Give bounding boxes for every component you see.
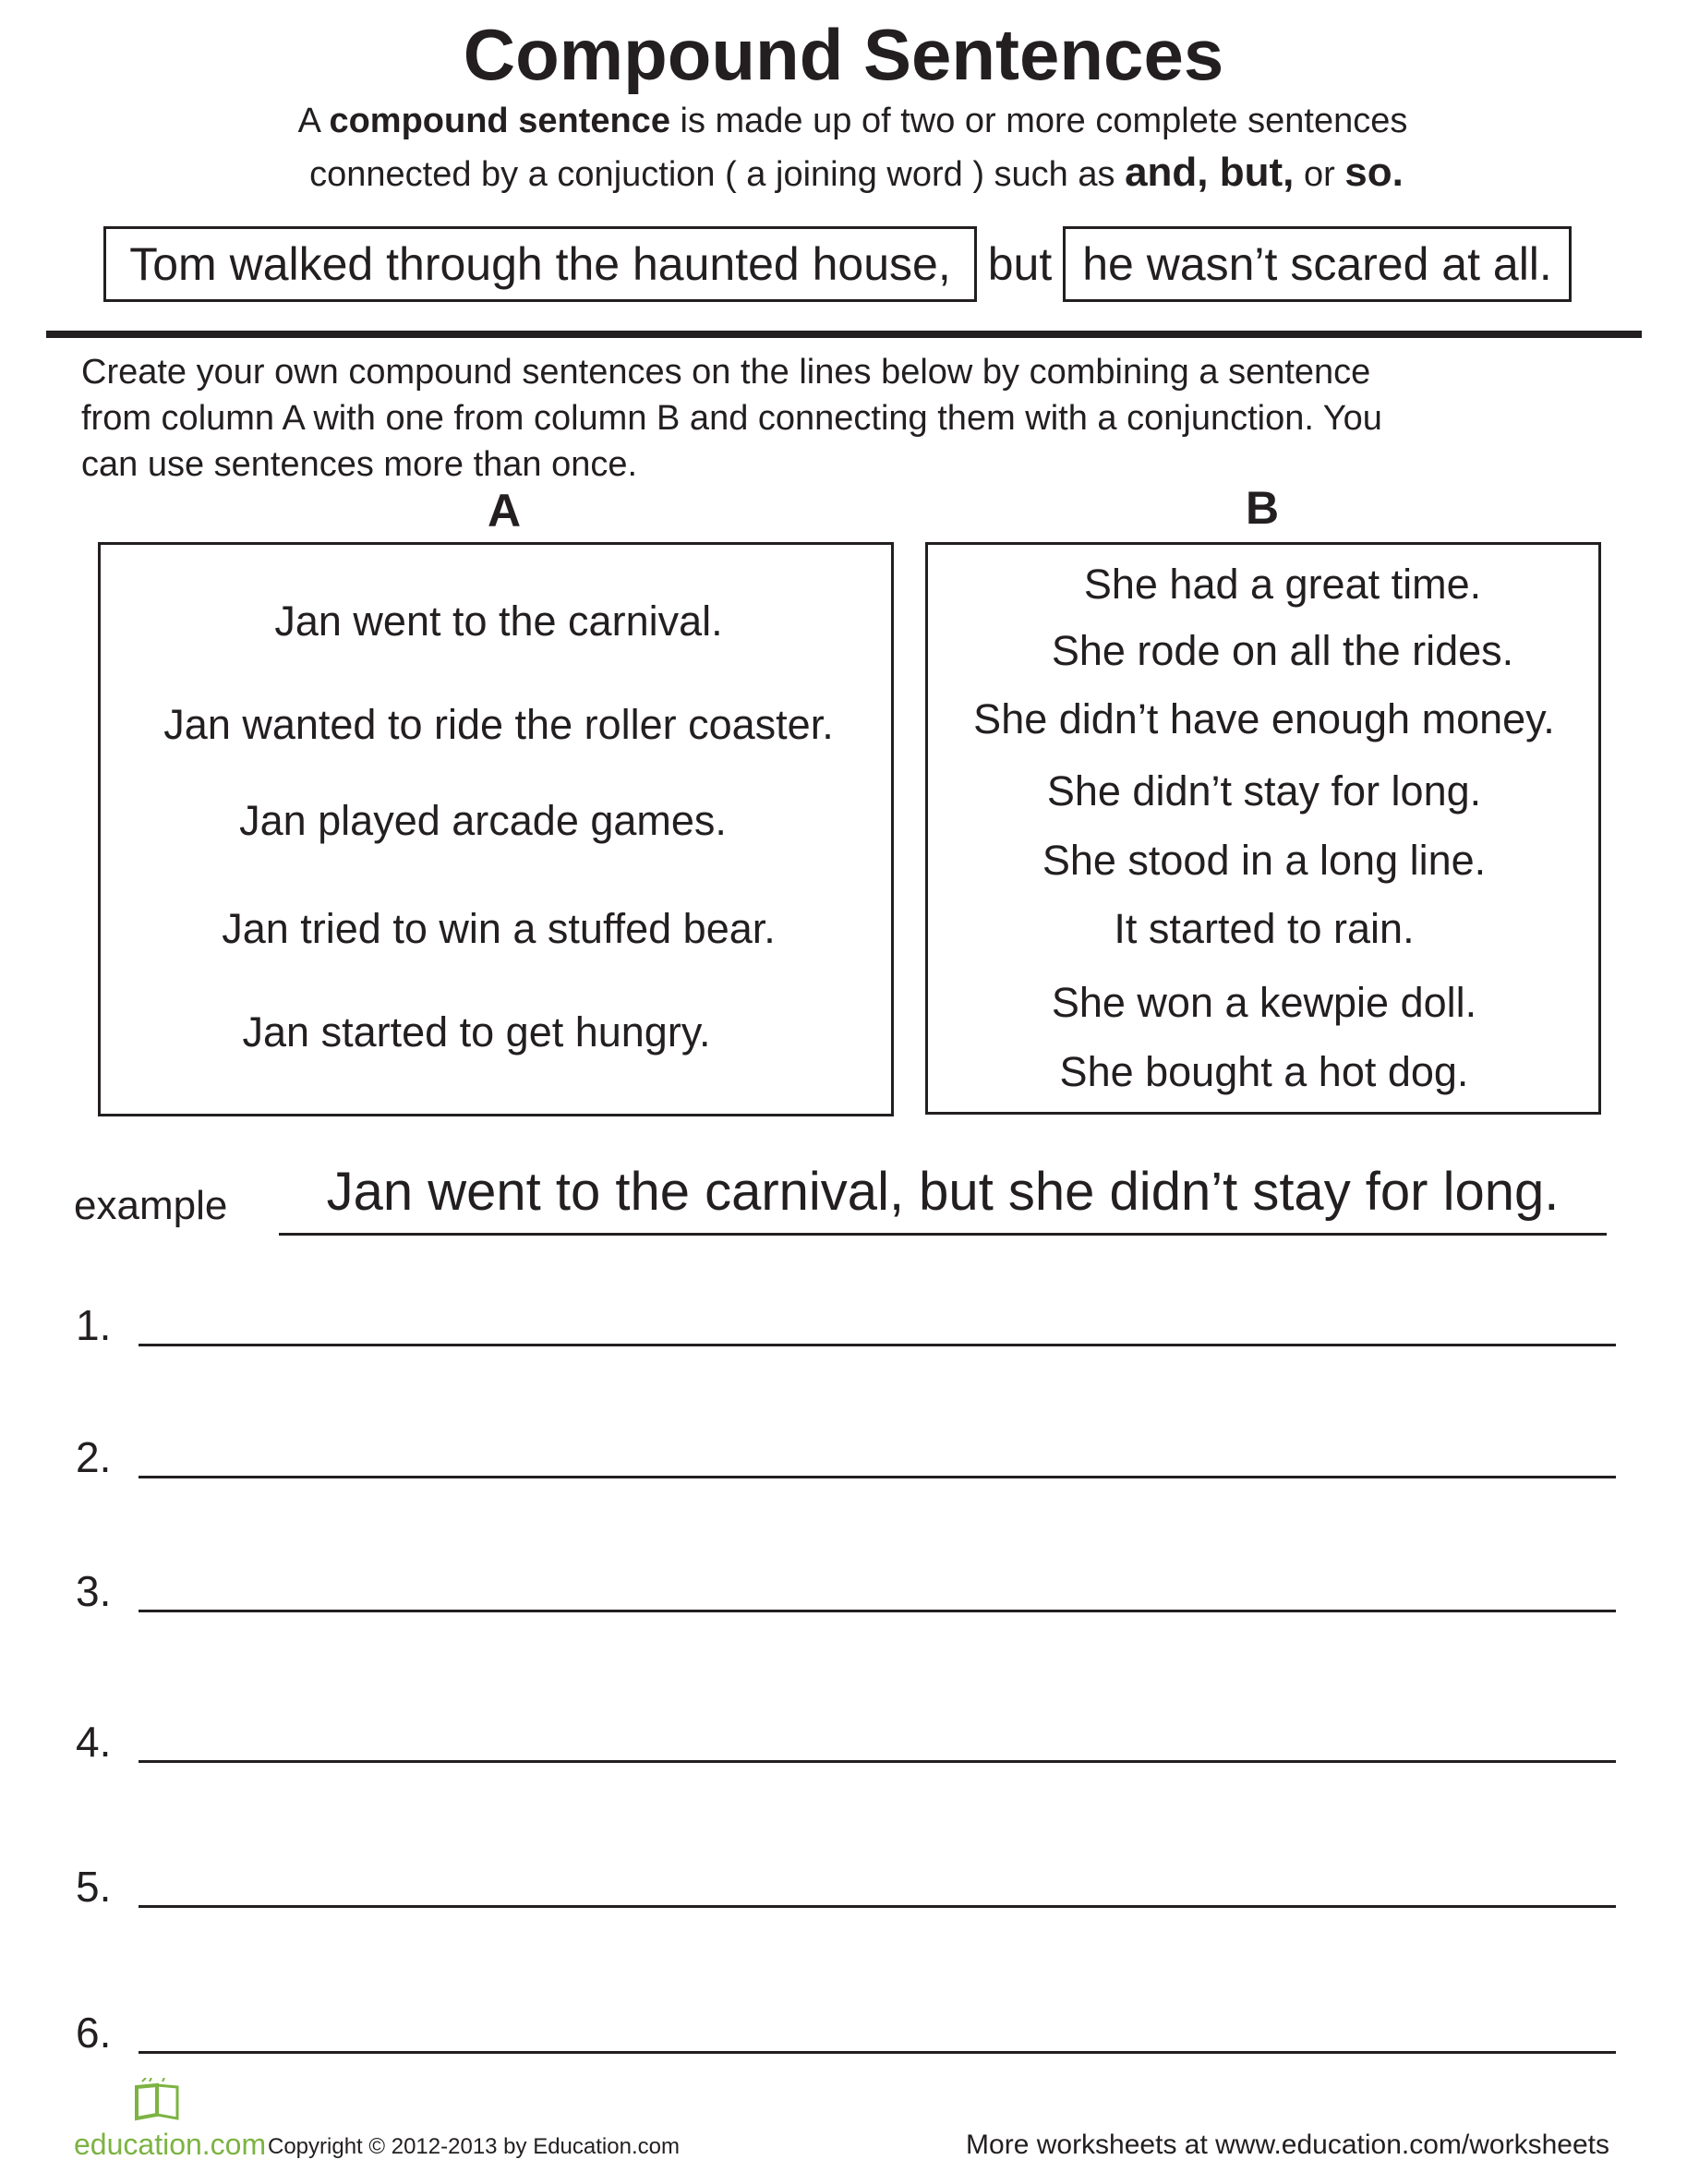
example-clause-a-box: Tom walked through the haunted house,: [103, 226, 977, 302]
conjunctions-and-but: and, but,: [1125, 150, 1295, 195]
answer-number: 3.: [76, 1567, 112, 1615]
column-b-item: She rode on all the rides.: [1051, 627, 1514, 674]
answer-line-4[interactable]: [139, 1760, 1616, 1763]
answer-line-3[interactable]: [139, 1610, 1616, 1612]
column-a-item: Jan went to the carnival.: [274, 597, 723, 645]
answer-number: 4.: [76, 1718, 112, 1766]
instructions: [81, 349, 1559, 488]
answer-number: 2.: [76, 1433, 112, 1481]
copyright: Copyright © 2012-2013 by Education.com: [268, 2134, 680, 2159]
definition-line-2: connected by a conjuction ( a joining word ) such as and, but, or so.: [309, 150, 1404, 195]
answer-number: 5.: [76, 1863, 112, 1911]
answer-number: 6.: [76, 2009, 112, 2057]
answer-line-6[interactable]: [139, 2051, 1616, 2054]
page-title: Compound Sentences: [463, 14, 1224, 95]
answer-line-1[interactable]: [139, 1344, 1616, 1346]
column-a-box: [98, 542, 894, 1116]
column-b-item: She didn’t stay for long.: [1046, 767, 1482, 814]
column-b-item: She won a kewpie doll.: [1051, 979, 1477, 1026]
column-b-item: She bought a hot dog.: [1059, 1048, 1469, 1095]
open-book-icon: [129, 2078, 185, 2126]
column-b-item: She had a great time.: [1083, 561, 1482, 608]
column-b-item: It started to rain.: [1114, 905, 1415, 952]
section-divider: [46, 331, 1642, 338]
column-b-item: She stood in a long line.: [1042, 837, 1487, 884]
column-a-item: Jan tried to win a stuffed bear.: [222, 905, 776, 952]
logo-text: education.com: [74, 2128, 267, 2161]
example-answer-line: [279, 1233, 1607, 1236]
example-answer: Jan went to the carnival, but she didn’t stay for long.: [326, 1162, 1560, 1222]
column-a-heading: A: [487, 485, 522, 537]
example-clause-b-box: he wasn’t scared at all.: [1063, 226, 1572, 302]
answer-line-2[interactable]: [139, 1476, 1616, 1478]
conjunction-so: so.: [1344, 150, 1404, 195]
answer-number: 1.: [76, 1301, 112, 1349]
example-label: example: [74, 1183, 228, 1228]
definition-line-1: A compound sentence is made up of two or more complete sentences: [297, 102, 1408, 140]
example-conjunction: but: [987, 238, 1053, 290]
instructions-line-1: Create your own compound sentences on the lines below by combining a sentence: [81, 353, 1371, 392]
more-worksheets-link[interactable]: More worksheets at www.education.com/worksheets: [966, 2130, 1609, 2160]
term-compound-sentence: compound sentence: [329, 102, 670, 140]
column-a-item: Jan played arcade games.: [239, 797, 727, 844]
column-a-item: Jan wanted to ride the roller coaster.: [163, 701, 834, 748]
instructions-line-3: can use sentences more than once.: [81, 445, 638, 484]
column-b-box: [925, 542, 1601, 1115]
education-logo: [74, 2078, 268, 2161]
column-a-item: Jan started to get hungry.: [242, 1008, 711, 1056]
column-b-heading: B: [1245, 482, 1280, 534]
answer-line-5[interactable]: [139, 1905, 1616, 1908]
column-b-item: She didn’t have enough money.: [973, 695, 1555, 742]
instructions-line-2: from column A with one from column B and connecting them with a conjunction. You: [81, 399, 1382, 438]
